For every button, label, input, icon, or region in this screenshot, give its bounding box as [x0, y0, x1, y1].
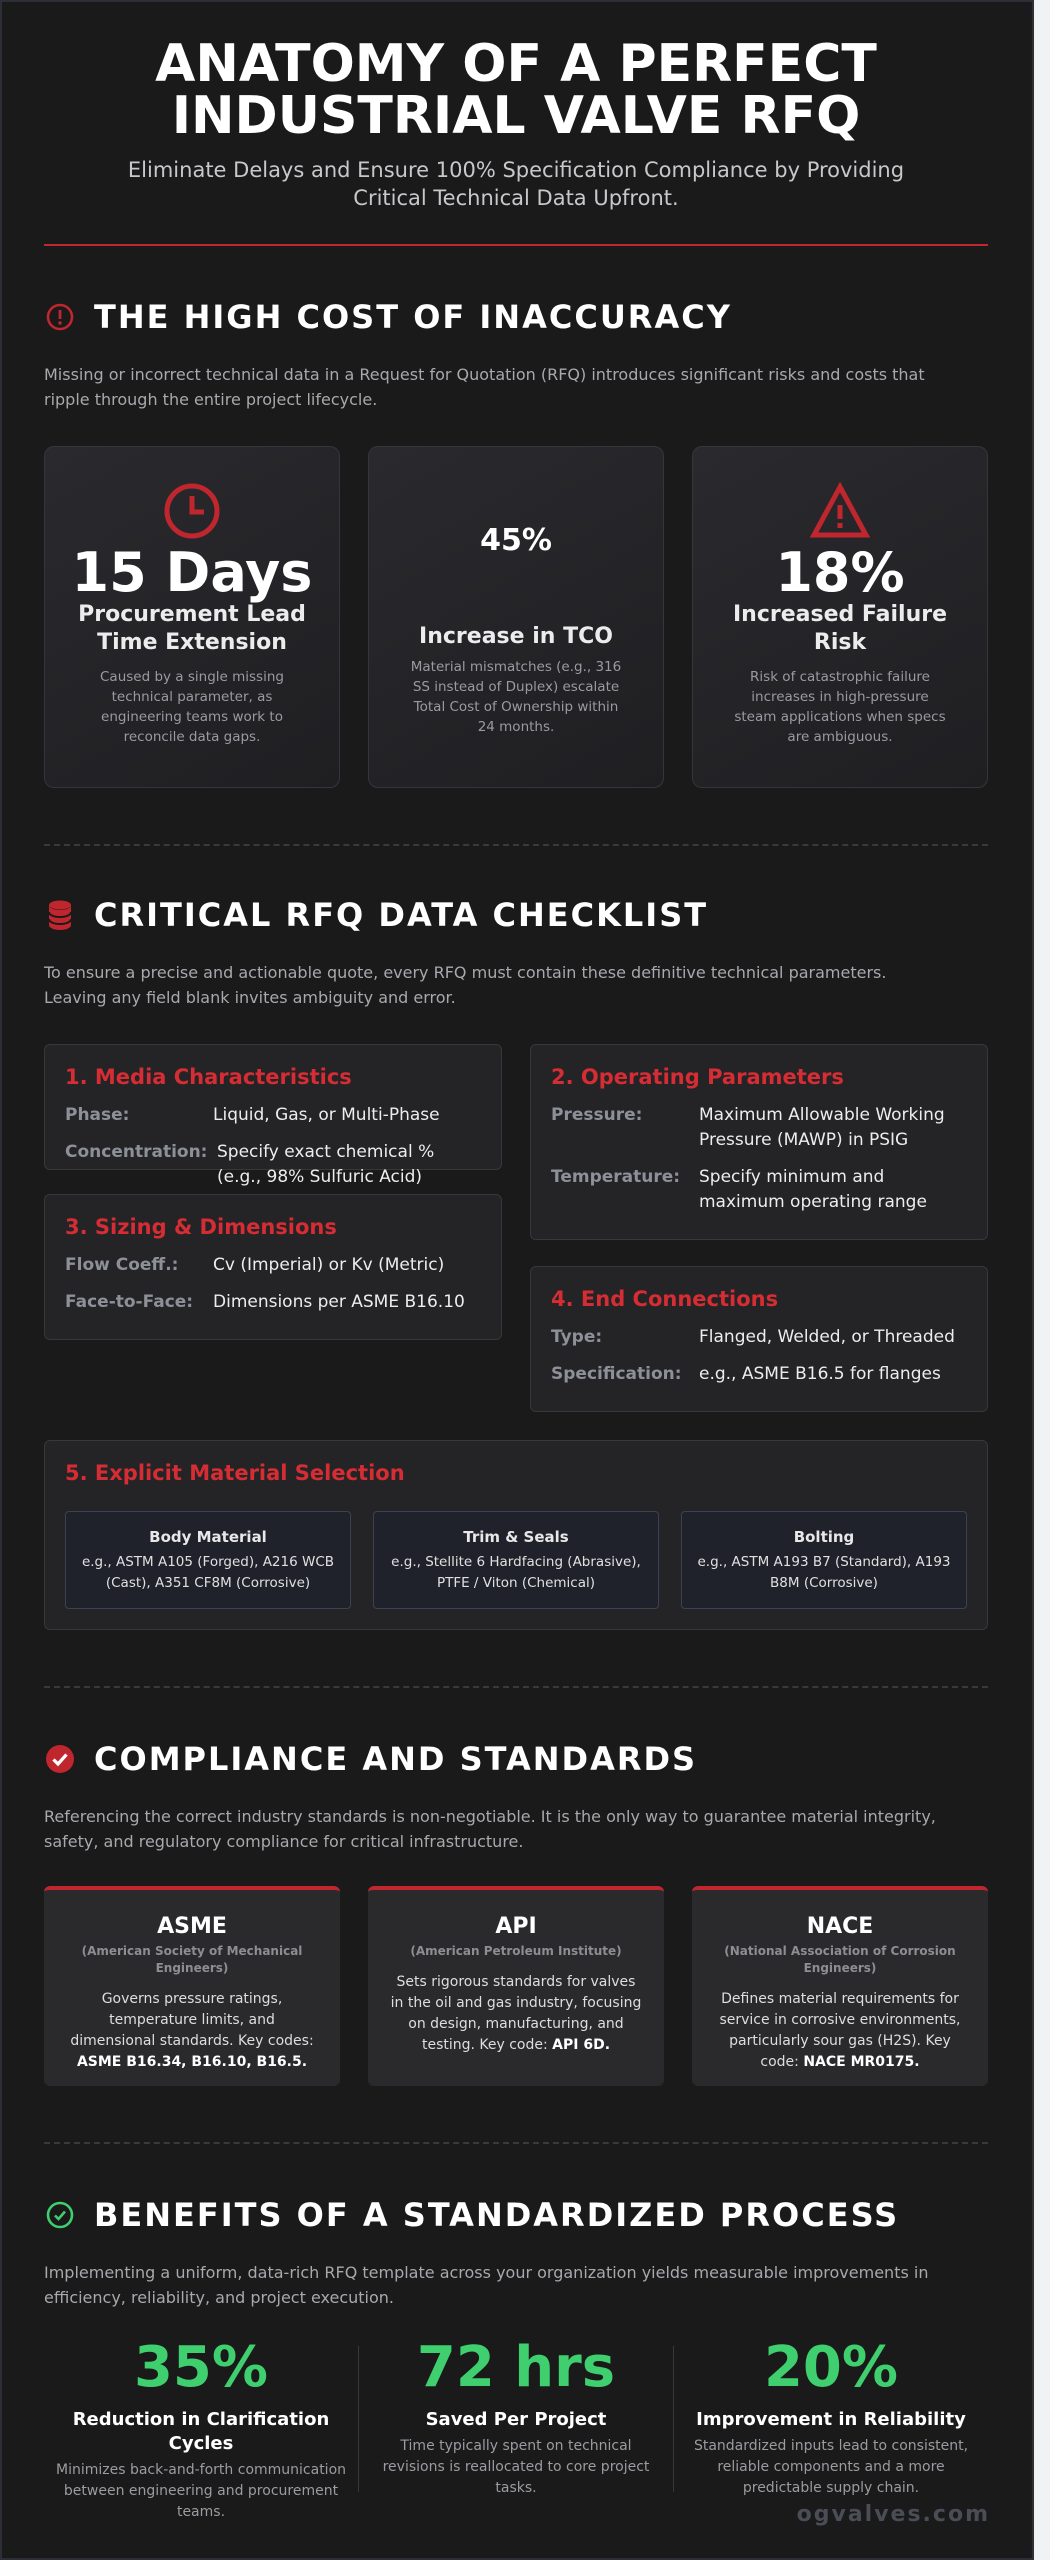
checklist-card-ends — [530, 1266, 988, 1412]
checklist-card-media — [44, 1044, 502, 1187]
benefits-intro: Implementing a uniform, data-rich RFQ template across your organization yields measurable improvements in efficiency, reliability, and project execution. — [44, 2263, 929, 2307]
standard-desc — [66, 1989, 318, 2073]
benefit-desc: Minimizes back-and-forth communication between engineering and procurement teams. — [56, 2462, 347, 2520]
page-edge — [1034, 0, 1050, 2560]
standard-full-name: (National Association of Corrosion Engineers) — [724, 1944, 956, 1975]
benefit-value: 72 hrs — [416, 2335, 616, 2400]
material-box-trim — [373, 1511, 659, 1609]
alert-circle-icon — [44, 301, 76, 333]
standard-codes: ASME B16.34, B16.10, B16.5. — [76, 2054, 308, 2070]
cost-section-heading — [44, 298, 732, 336]
standard-card-api — [368, 1886, 664, 2086]
standard-desc — [714, 1989, 966, 2073]
standard-codes: API 6D. — [552, 2037, 611, 2053]
database-icon — [44, 899, 76, 931]
checklist-card-title: 3. Sizing & Dimensions — [65, 1215, 337, 1239]
benefit-reliability — [674, 2335, 988, 2499]
benefit-desc: Time typically spent on technical revisions is reallocated to core project tasks. — [382, 2438, 650, 2496]
checklist-row — [65, 1253, 481, 1278]
cost-section-title: THE HIGH COST OF INACCURACY — [94, 298, 732, 336]
standard-desc-text: Governs pressure ratings, temperature limits, and dimensional standards. Key codes: — [70, 1991, 314, 2049]
cost-value: 15 Days — [71, 541, 313, 604]
row-value: Liquid, Gas, or Multi-Phase — [213, 1105, 440, 1125]
benefit-title: Saved Per Project — [425, 2409, 607, 2430]
material-box-title: Bolting — [793, 1528, 855, 1546]
standard-card-asme — [44, 1886, 340, 2086]
benefit-desc: Standardized inputs lead to consistent, reliable components and a more predictable supply chain. — [693, 2438, 969, 2496]
cost-intro: Missing or incorrect technical data in a Request for Quotation (RFQ) introduces significant risks and costs that ripple through the entire project lifecycle. — [44, 365, 925, 409]
row-value: Cv (Imperial) or Kv (Metric) — [213, 1255, 445, 1275]
row-value: Maximum Allowable Working Pressure (MAWP) in PSIG — [699, 1105, 945, 1150]
cost-label: Increase in TCO — [419, 624, 613, 649]
standard-name: NACE — [806, 1914, 874, 1939]
page-subtitle — [44, 156, 988, 212]
standard-desc — [390, 1972, 642, 2056]
checklist-card-title: 2. Operating Parameters — [551, 1065, 844, 1089]
row-key: Flow Coeff.: — [65, 1255, 179, 1275]
cost-desc: Caused by a single missing technical parameter, as engineering teams work to reconcile data gaps. — [100, 669, 284, 745]
section-divider — [44, 844, 988, 846]
standard-full-name: (American Society of Mechanical Engineers) — [81, 1944, 303, 1975]
title-line-1: ANATOMY OF A PERFECT — [155, 34, 877, 94]
row-value: Specify exact chemical % (e.g., 98% Sulfuric Acid) — [217, 1142, 435, 1187]
warning-triangle-icon — [693, 481, 987, 545]
row-value: Specify minimum and maximum operating range — [699, 1167, 927, 1212]
check-badge-icon — [44, 1743, 76, 1775]
checklist-section-title: CRITICAL RFQ DATA CHECKLIST — [94, 896, 709, 934]
row-key: Temperature: — [551, 1167, 681, 1187]
standard-codes: NACE MR0175. — [803, 2054, 920, 2070]
checklist-card-operating — [530, 1044, 988, 1240]
checklist-section-heading — [44, 896, 708, 934]
benefit-title: Improvement in Reliability — [696, 2409, 966, 2430]
material-box-desc: e.g., Stellite 6 Hardfacing (Abrasive), PTFE / Viton (Chemical) — [391, 1554, 641, 1591]
checklist-row — [551, 1325, 967, 1350]
standard-name: API — [495, 1914, 537, 1939]
row-value: e.g., ASME B16.5 for flanges — [699, 1364, 941, 1384]
page-title — [44, 34, 988, 146]
cost-card-failure-risk — [692, 446, 988, 788]
checklist-row — [551, 1362, 967, 1387]
standard-card-nace — [692, 1886, 988, 2086]
cost-card-tco — [368, 446, 664, 788]
compliance-intro: Referencing the correct industry standards is non-negotiable. It is the only way to guarantee material integrity, safety, and regulatory compliance for critical infrastructure. — [44, 1807, 936, 1851]
material-box-desc: e.g., ASTM A105 (Forged), A216 WCB (Cast), A351 CF8M (Corrosive) — [81, 1554, 335, 1591]
subtitle-line-2: Critical Technical Data Upfront. — [353, 186, 679, 210]
row-key: Specification: — [551, 1364, 682, 1384]
row-key: Face-to-Face: — [65, 1292, 194, 1312]
row-key: Type: — [551, 1327, 603, 1347]
compliance-section-title: COMPLIANCE AND STANDARDS — [94, 1740, 698, 1778]
cost-label: Procurement Lead Time Extension — [78, 602, 306, 655]
material-box-title: Trim & Seals — [463, 1528, 569, 1546]
material-box-bolting — [681, 1511, 967, 1609]
material-box-title: Body Material — [149, 1528, 267, 1546]
checklist-row — [65, 1103, 481, 1128]
standard-desc-text: Defines material requirements for service in corrosive environments, particularly sour gas (H2S). Key code: — [719, 1991, 961, 2070]
row-value: Flanged, Welded, or Threaded — [699, 1327, 955, 1347]
section-divider — [44, 2142, 988, 2144]
row-key: Pressure: — [551, 1105, 643, 1125]
checklist-row — [65, 1140, 481, 1190]
cost-value: 45% — [480, 523, 552, 558]
cost-desc: Risk of catastrophic failure increases in high-pressure steam applications when specs are ambiguous. — [734, 669, 946, 745]
cost-card-lead-time — [44, 446, 340, 788]
benefit-value: 35% — [133, 2335, 269, 2400]
row-value: Dimensions per ASME B16.10 — [213, 1292, 465, 1312]
standard-full-name: (American Petroleum Institute) — [410, 1944, 622, 1958]
benefit-title: Reduction in Clarification Cycles — [72, 2409, 330, 2454]
subtitle-line-1: Eliminate Delays and Ensure 100% Specification Compliance by Providing — [127, 158, 905, 182]
checklist-card-title: 4. End Connections — [551, 1287, 779, 1311]
clock-icon — [45, 481, 339, 545]
cost-label: Increased Failure Risk — [732, 602, 948, 655]
checklist-row — [551, 1103, 967, 1153]
header-divider — [44, 244, 988, 246]
footer-brand: ogvalves.com — [796, 2502, 990, 2527]
page-header — [44, 34, 988, 212]
benefits-section-heading — [44, 2196, 899, 2234]
checklist-intro: To ensure a precise and actionable quote, every RFQ must contain these definitive technical parameters. Leaving any field blank invites ambiguity and error. — [44, 963, 887, 1007]
checklist-row — [551, 1165, 967, 1215]
benefit-clarification — [44, 2335, 358, 2523]
checklist-card-title: 1. Media Characteristics — [65, 1065, 352, 1089]
row-key: Concentration: — [65, 1142, 208, 1162]
checklist-card-sizing — [44, 1194, 502, 1340]
cost-value: 18% — [775, 541, 905, 604]
title-line-2: INDUSTRIAL VALVE RFQ — [171, 86, 861, 146]
standard-desc-text: Sets rigorous standards for valves in the oil and gas industry, focusing on design, manufacturing, and testing. Key code: — [390, 1974, 642, 2053]
checklist-card-title: 5. Explicit Material Selection — [65, 1461, 405, 1485]
benefit-value: 20% — [763, 2335, 899, 2400]
material-box-desc: e.g., ASTM A193 B7 (Standard), A193 B8M (Corrosive) — [697, 1554, 951, 1591]
material-box-body — [65, 1511, 351, 1609]
benefits-section-title: BENEFITS OF A STANDARDIZED PROCESS — [94, 2196, 900, 2234]
standard-name: ASME — [157, 1914, 227, 1939]
checklist-card-material — [44, 1440, 988, 1630]
compliance-section-heading — [44, 1740, 697, 1778]
checklist-row — [65, 1290, 481, 1315]
cost-desc: Material mismatches (e.g., 316 SS instead of Duplex) escalate Total Cost of Ownership within 24 months. — [410, 659, 622, 735]
check-circle-icon — [44, 2199, 76, 2231]
section-divider — [44, 1686, 988, 1688]
row-key: Phase: — [65, 1105, 130, 1125]
benefit-hours-saved — [359, 2335, 673, 2499]
